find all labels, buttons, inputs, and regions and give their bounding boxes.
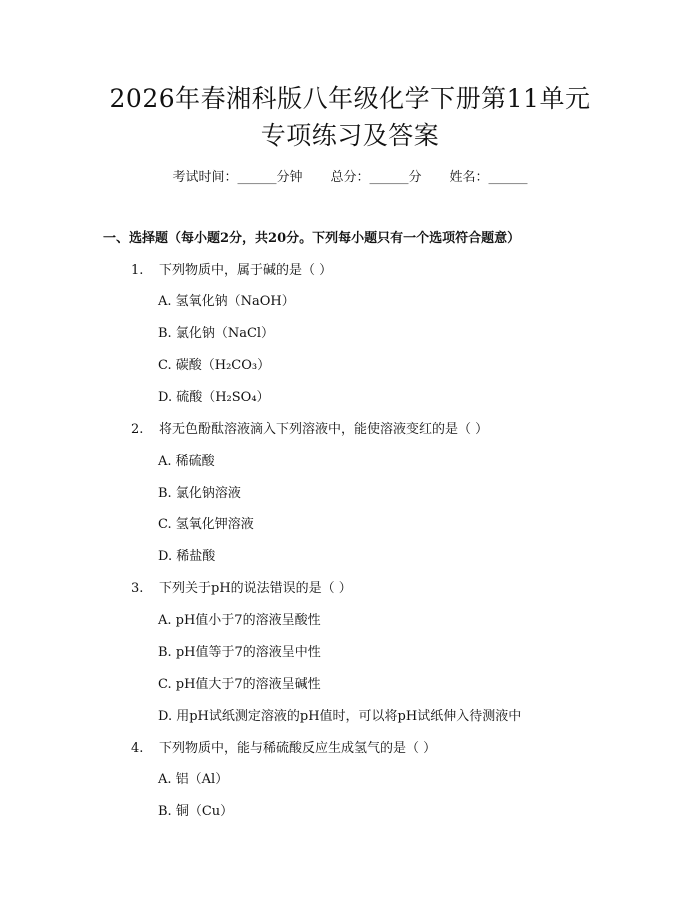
question-3-option-a: A. pH值小于7的溶液呈酸性 — [158, 613, 321, 628]
question-number: 1. — [131, 263, 144, 278]
question-3-option-d: D. 用pH试纸测定溶液的pH值时，可以将pH试纸伸入待测液中 — [158, 709, 522, 724]
question-1-option-d: D. 硫酸（H₂SO₄） — [158, 390, 270, 405]
question-2-option-c: C. 氢氧化钾溶液 — [158, 517, 254, 532]
question-2-option-a: A. 稀硫酸 — [158, 454, 215, 469]
question-text: 下列物质中，能与稀硫酸反应生成氢气的是（ ） — [159, 741, 437, 756]
section-heading: 一、选择题（每小题2分，共20分。下列每小题只有一个选项符合题意） — [103, 231, 521, 246]
question-text: 下列关于pH的说法错误的是（ ） — [159, 581, 352, 596]
question-3-option-c: C. pH值大于7的溶液呈碱性 — [158, 677, 321, 692]
question-2-option-d: D. 稀盐酸 — [158, 549, 216, 564]
total-score-field: 总分：______分 — [330, 170, 422, 185]
question-4 — [131, 740, 436, 758]
question-text: 将无色酚酞溶液滴入下列溶液中，能使溶液变红的是（ ） — [159, 422, 489, 437]
question-1-option-b: B. 氯化钠（NaCl） — [158, 326, 275, 341]
question-4-option-b: B. 铜（Cu） — [158, 804, 234, 819]
question-2-option-b: B. 氯化钠溶液 — [158, 486, 241, 501]
document-title-line-1: 2026年春湘科版八年级化学下册第11单元 — [109, 84, 591, 113]
question-1-option-c: C. 碳酸（H₂CO₃） — [158, 358, 271, 373]
question-3 — [131, 580, 352, 598]
question-3-option-b: B. pH值等于7的溶液呈中性 — [158, 645, 321, 660]
question-2 — [131, 421, 488, 439]
question-4-option-a: A. 铝（Al） — [158, 772, 229, 787]
exam-meta-line — [0, 169, 700, 187]
question-number: 2. — [131, 422, 144, 437]
exam-time-field: 考试时间：______分钟 — [172, 170, 303, 185]
document-title-line-2: 专项练习及答案 — [260, 121, 440, 150]
question-1 — [131, 262, 332, 280]
student-name-field: 姓名：______ — [449, 170, 528, 185]
question-number: 3. — [131, 581, 144, 596]
question-number: 4. — [131, 741, 144, 756]
question-text: 下列物质中，属于碱的是（ ） — [159, 263, 333, 278]
question-1-option-a: A. 氢氧化钠（NaOH） — [158, 294, 295, 309]
